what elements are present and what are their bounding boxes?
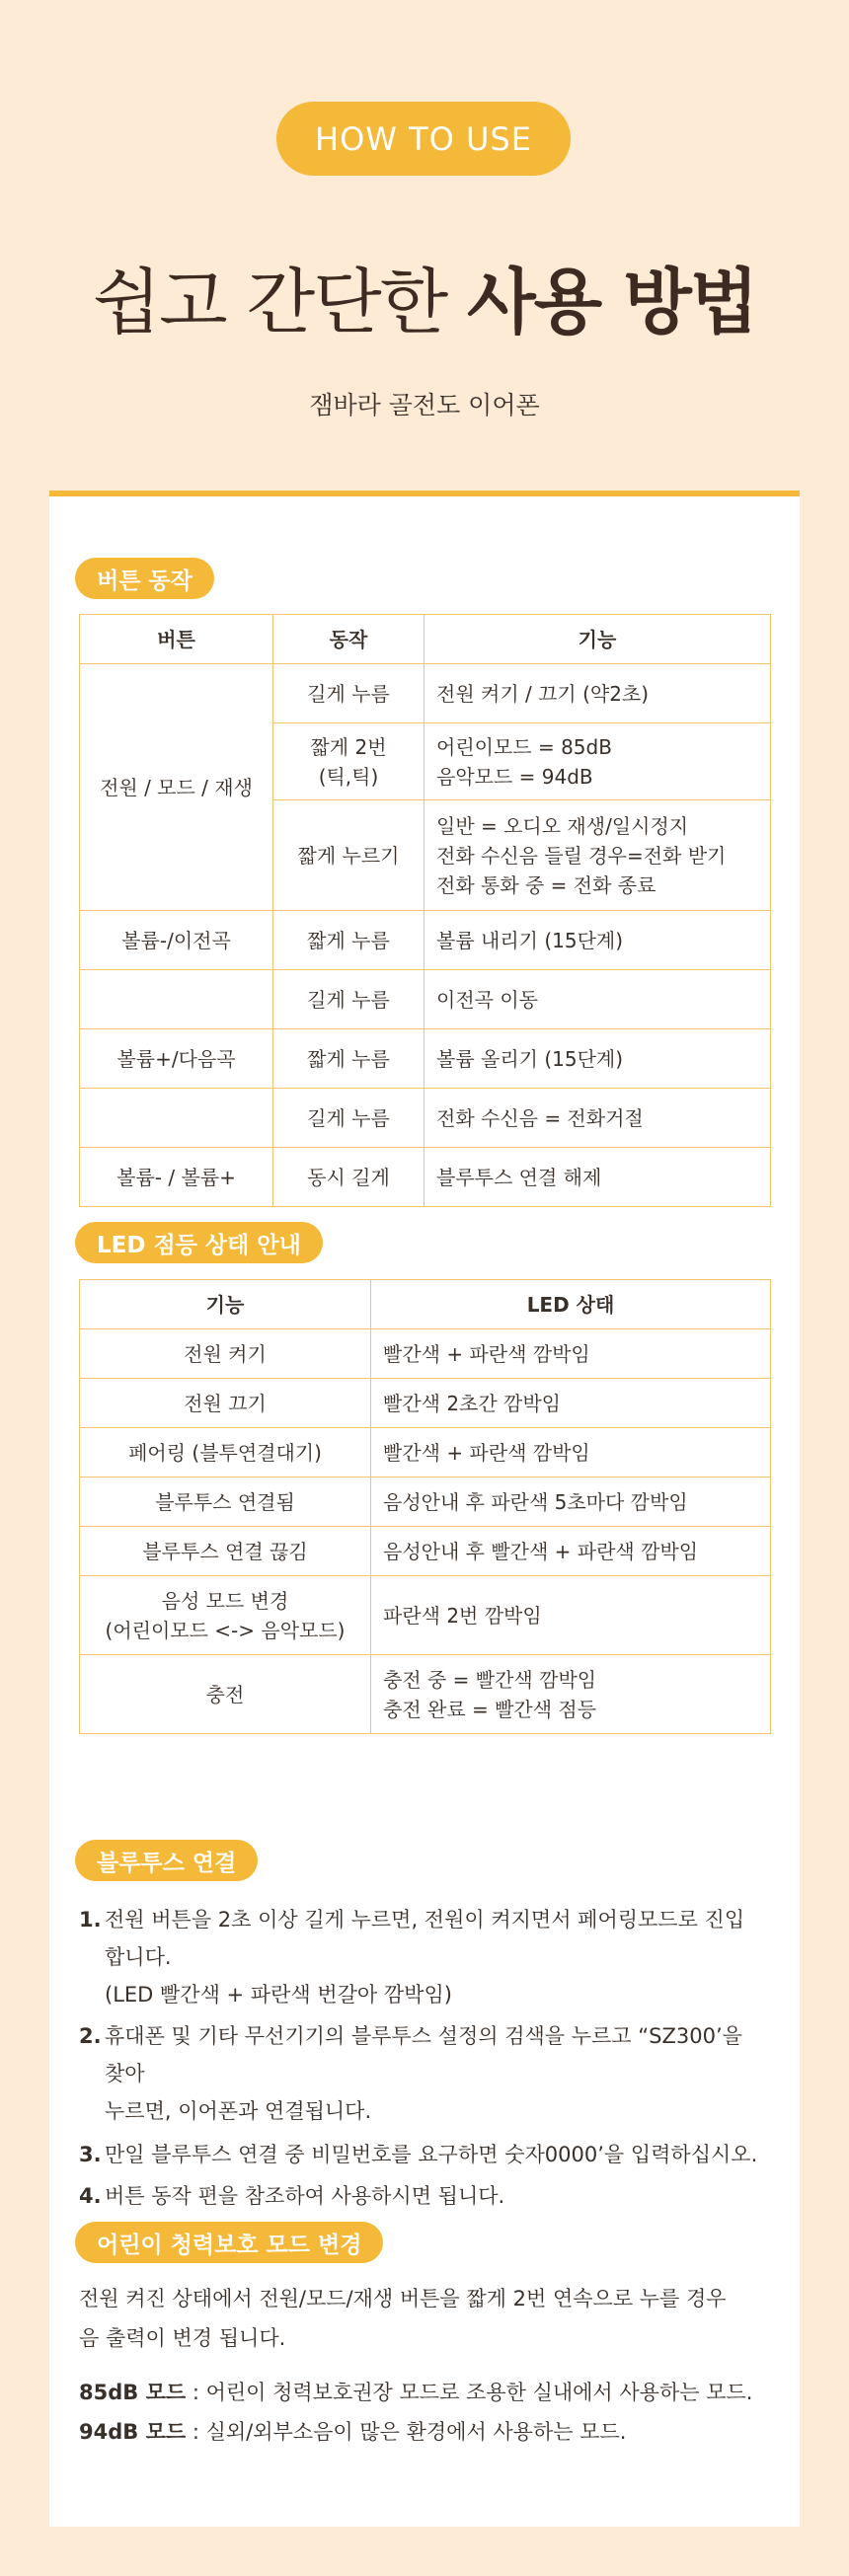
function-line: 이전곡 이동 [436, 987, 538, 1012]
kids-desc-line: 전원 켜진 상태에서 전원/모드/재생 버튼을 짧게 2번 연속으로 누를 경우 [79, 2287, 727, 2311]
led-function-line: (어린이모드 <-> 음악모드) [105, 1618, 346, 1642]
list-item [79, 2177, 766, 2215]
led-function-line: 블루투스 연결 끊김 [142, 1539, 308, 1563]
list-item-text [105, 2136, 766, 2173]
led-state-line: 충전 중 = 빨간색 깜박임 [383, 1667, 597, 1692]
table-row [80, 664, 771, 723]
button-cell: 볼륨- / 볼륨+ [80, 1148, 273, 1207]
table-row [80, 1329, 771, 1379]
button-table [79, 614, 771, 1207]
function-line: 음악모드 = 94dB [436, 764, 593, 789]
action-cell [273, 800, 424, 911]
list-item-text [105, 2177, 766, 2215]
led-state-line: 음성안내 후 파란색 5초마다 깜박임 [383, 1489, 688, 1514]
list-item [79, 1901, 766, 2013]
led-function-line: 블루투스 연결됨 [155, 1489, 295, 1514]
mode-label: 85dB 모드 [79, 2381, 187, 2404]
led-function-line: 음성 모드 변경 [161, 1588, 289, 1613]
list-item-line: 휴대폰 및 기타 무선기기의 블루투스 설정의 검색을 누르고 “SZ300’을 찾아 [105, 2024, 742, 2085]
action-line: 짧게 누름 [307, 1046, 390, 1071]
list-item-text [105, 1901, 766, 2013]
kids-mode-section-tag: 어린이 청력보호 모드 변경 [75, 2222, 383, 2263]
list-item-number: 2. [79, 2024, 102, 2048]
action-line: 짧게 누르기 [297, 843, 400, 868]
action-cell [273, 664, 424, 723]
button-cell: 전원 / 모드 / 재생 [80, 664, 273, 911]
table-row [80, 1089, 771, 1148]
led-function-cell [80, 1477, 371, 1527]
table-row [80, 1655, 771, 1734]
function-line: 볼륨 올리기 (15단계) [436, 1046, 624, 1071]
function-cell [424, 1089, 771, 1148]
table-row [80, 970, 771, 1029]
list-item-line: 누르면, 이어폰과 연결됩니다. [105, 2099, 372, 2123]
list-item-number: 3. [79, 2143, 102, 2166]
page-title-bold: 사용 방법 [467, 261, 757, 343]
function-line: 일반 = 오디오 재생/일시정지 [436, 813, 689, 838]
table-row [80, 911, 771, 970]
function-cell [424, 1029, 771, 1089]
table-row [80, 1029, 771, 1089]
action-line: 짧게 누름 [307, 928, 390, 952]
led-table [79, 1279, 771, 1734]
button-cell: 볼륨+/다음곡 [80, 1029, 273, 1089]
function-cell [424, 911, 771, 970]
list-item-number: 1. [79, 1908, 102, 1932]
led-function-line: 충전 [205, 1682, 245, 1706]
led-function-cell [80, 1655, 371, 1734]
function-line: 볼륨 내리기 (15단계) [436, 928, 624, 952]
led-state-cell [371, 1428, 771, 1477]
col-header-action: 동작 [273, 615, 424, 664]
kids-desc-line: 음 출력이 변경 됩니다. [79, 2326, 286, 2350]
action-line: 길게 누름 [307, 1105, 390, 1130]
button-cell [80, 970, 273, 1029]
led-function-line: 전원 켜기 [184, 1341, 267, 1366]
mode-94db [79, 2412, 770, 2452]
function-line: 전화 통화 중 = 전화 종료 [436, 872, 656, 897]
how-to-use-badge: HOW TO USE [276, 102, 571, 176]
led-state-line: 파란색 2번 깜박임 [383, 1603, 542, 1628]
mode-text: : 실외/외부소음이 많은 환경에서 사용하는 모드. [186, 2420, 627, 2444]
function-cell [424, 1148, 771, 1207]
action-line: 길게 누름 [307, 987, 390, 1012]
table-row [80, 1379, 771, 1428]
page-title [0, 245, 849, 347]
page-title-light: 쉽고 간단한 [92, 261, 468, 343]
led-function-cell [80, 1379, 371, 1428]
function-line: 전원 켜기 / 끄기 (약2초) [436, 681, 650, 706]
table-row [80, 1527, 771, 1576]
function-cell [424, 664, 771, 723]
action-cell [273, 1029, 424, 1089]
led-state-cell [371, 1329, 771, 1379]
function-line: 블루투스 연결 해제 [436, 1165, 602, 1189]
list-item [79, 2136, 766, 2173]
button-section-tag: 버튼 동작 [75, 558, 214, 599]
bluetooth-steps-list [79, 1901, 766, 2215]
led-state-cell [371, 1655, 771, 1734]
action-cell [273, 1089, 424, 1148]
bluetooth-section-tag: 블루투스 연결 [75, 1840, 258, 1881]
function-line: 전화 수신음 들릴 경우=전화 받기 [436, 843, 727, 868]
led-function-cell [80, 1329, 371, 1379]
action-cell [273, 970, 424, 1029]
led-state-line: 빨간색 2초간 깜박임 [383, 1391, 561, 1415]
function-cell [424, 970, 771, 1029]
led-function-line: 페어링 (블투연결대기) [128, 1440, 322, 1465]
table-row [80, 1576, 771, 1655]
action-line: 짧게 2번 [310, 734, 387, 759]
list-item-line: 만일 블루투스 연결 중 비밀번호를 요구하면 숫자0000’을 입력하십시오. [105, 2143, 758, 2166]
action-cell [273, 723, 424, 800]
page-subtitle: 잼바라 골전도 이어폰 [309, 391, 540, 419]
list-item [79, 2017, 766, 2130]
function-line: 어린이모드 = 85dB [436, 734, 612, 759]
col-header-function: 기능 [424, 615, 771, 664]
col-header-led-state: LED 상태 [371, 1280, 771, 1329]
action-line: (틱,틱) [318, 764, 379, 789]
list-item-line: 버튼 동작 편을 참조하여 사용하시면 됩니다. [105, 2184, 505, 2208]
led-state-line: 충전 완료 = 빨간색 점등 [383, 1697, 597, 1721]
function-line: 전화 수신음 = 전화거절 [436, 1105, 644, 1130]
led-state-line: 빨간색 + 파란색 깜박임 [383, 1440, 590, 1465]
led-state-cell [371, 1379, 771, 1428]
mode-label: 94dB 모드 [79, 2420, 187, 2444]
led-state-cell [371, 1477, 771, 1527]
list-item-number: 4. [79, 2184, 102, 2208]
mode-85db [79, 2373, 770, 2412]
list-item-line: (LED 빨간색 + 파란색 번갈아 깜박임) [105, 1983, 452, 2007]
list-item-line: 전원 버튼을 2초 이상 길게 누르면, 전원이 켜지면서 페어링모드로 진입 합니다. [105, 1908, 745, 1969]
col-header-button: 버튼 [80, 615, 273, 664]
led-state-cell [371, 1527, 771, 1576]
led-function-cell [80, 1576, 371, 1655]
action-cell [273, 1148, 424, 1207]
table-row [80, 1148, 771, 1207]
led-section-tag: LED 점등 상태 안내 [75, 1222, 323, 1263]
button-cell: 볼륨-/이전곡 [80, 911, 273, 970]
action-line: 동시 길게 [307, 1165, 390, 1189]
table-row [80, 1428, 771, 1477]
led-function-line: 전원 끄기 [184, 1391, 267, 1415]
led-state-cell [371, 1576, 771, 1655]
led-state-line: 음성안내 후 빨간색 + 파란색 깜박임 [383, 1539, 699, 1563]
list-item-text [105, 2017, 766, 2130]
action-cell [273, 911, 424, 970]
button-cell [80, 1089, 273, 1148]
action-line: 길게 누름 [307, 681, 390, 706]
led-state-line: 빨간색 + 파란색 깜박임 [383, 1341, 590, 1366]
function-cell [424, 723, 771, 800]
led-function-cell [80, 1428, 371, 1477]
col-header-led-function: 기능 [80, 1280, 371, 1329]
table-row [80, 1477, 771, 1527]
mode-text: : 어린이 청력보호권장 모드로 조용한 실내에서 사용하는 모드. [186, 2381, 753, 2404]
kids-mode-description [79, 2279, 770, 2358]
led-function-cell [80, 1527, 371, 1576]
function-cell [424, 800, 771, 911]
kids-mode-list [79, 2373, 770, 2452]
